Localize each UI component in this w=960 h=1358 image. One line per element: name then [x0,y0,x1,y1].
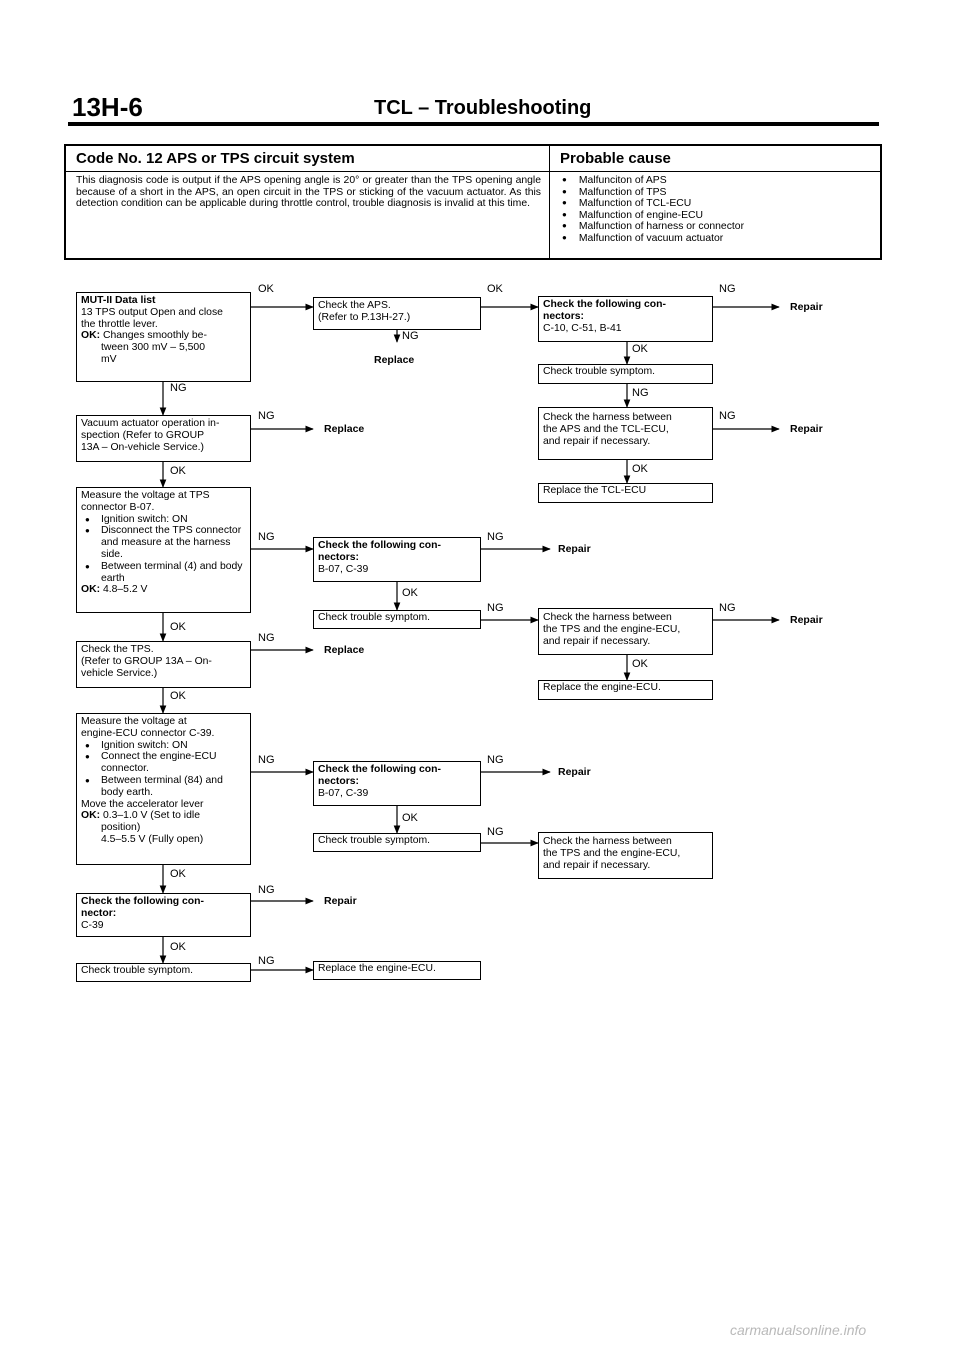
result-repair: Repair [324,895,357,907]
check-symptom-right-box [538,364,713,384]
watermark: carmanualsonline.info [730,1322,867,1338]
box-line: Replace the engine-ECU. [318,963,436,974]
box-line: Check the following con- [81,896,204,907]
branch-label-ng: NG [719,410,736,422]
box-line: Check trouble symptom. [318,835,431,846]
branch-label-ok: OK [170,690,186,702]
box-line: Check trouble symptom. [318,612,431,623]
branch-label-ok: OK [632,463,648,475]
box-line: Check the APS. [318,300,391,311]
box-line: Vacuum actuator operation in- [81,418,220,429]
box-line: Check the harness between [543,412,672,423]
replace-engine-ecu-mid-box [313,961,481,980]
replace-tcl-ecu-box [538,483,713,503]
box-line: mV [101,353,117,365]
box-line: Check the harness between [543,836,672,847]
box-line: the TPS and the engine-ECU, [543,623,681,635]
measure-tps-voltage-box [76,487,251,613]
cause-item: ● Malfunction of TPS [562,187,880,199]
result-repair: Repair [558,766,591,778]
branch-label-ng: NG [719,602,736,614]
branch-label-ng: NG [487,754,504,766]
branch-label-ng: NG [632,387,649,399]
box-line: the TPS and the engine-ECU, [543,847,681,859]
result-repair: Repair [558,543,591,555]
result-repair: Repair [790,423,823,435]
box-line: C-39 [81,919,104,931]
box-line: and repair if necessary. [543,435,651,447]
branch-label-ng: NG [258,632,275,644]
box-line: (Refer to P.13H-27.) [318,311,411,323]
box-line: (Refer to GROUP 13A – On- [81,655,212,667]
page-number: 13H-6 [72,92,143,122]
branch-label-ok: OK [402,812,418,824]
branch-label-ng: NG [258,955,275,967]
box-line: vehicle Service.) [81,667,158,679]
box-line: and repair if necessary. [543,635,651,647]
replace-engine-ecu-right-box [538,680,713,700]
branch-label-ok: OK [632,658,648,670]
check-connectors-b07-c39-box-2 [313,761,481,806]
branch-label-ok: OK [170,465,186,477]
box-line: and repair if necessary. [543,859,651,871]
box-line: nectors: [318,775,359,787]
branch-label-ng: NG [258,884,275,896]
box-line: B-07, C-39 [318,787,369,799]
branch-label-ok: OK [487,283,503,295]
check-connector-c39-box [76,893,251,937]
box-line: Check the following con- [318,540,441,551]
box-line: position) [101,822,141,834]
box-line: nectors: [318,551,359,563]
box-line: Check the harness between [543,612,672,623]
result-replace: Replace [374,354,415,366]
check-harness-tps-ecu-box-2 [538,832,713,879]
branch-label-ok: OK [258,283,274,295]
ok-criteria-label: OK: [81,584,101,596]
box-line: nector: [81,907,117,919]
box-line: connector B-07. [81,501,155,513]
result-replace: Replace [324,423,365,435]
branch-label-ok: OK [170,868,186,880]
code-description: This diagnosis code is output if the APS opening angle is 20° or greater than the TPS opening angle because of a short in the APS, an open circuit in the TPS or sticking of the vacuum actuator. As this detection condition can be applicable during throttle control, trouble diagnosis is invalid at this time. [76,175,541,210]
branch-label-ng: NG [487,826,504,838]
check-symptom-mid2-box [313,833,481,852]
box-line: the APS and the TCL-ECU, [543,423,669,435]
box-line: 4.5–5.5 V (Fully open) [101,833,204,845]
box-line: nectors: [543,310,584,322]
cause-item: ● Malfunction of TCL-ECU [562,198,880,210]
box-line: Check trouble symptom. [543,366,656,377]
branch-label-ng: NG [258,410,275,422]
check-connectors-c10-box [538,296,713,342]
check-harness-tps-ecu-box [538,608,713,655]
probable-cause-heading: Probable cause [550,146,880,172]
result-repair: Repair [790,301,823,313]
result-replace: Replace [324,644,365,656]
cause-item: ● Malfunction of harness or connector [562,221,880,233]
box-line: Measure the voltage at [81,716,187,727]
box-line: tween 300 mV – 5,500 [101,342,205,354]
box-line: 0.3–1.0 V (Set to idle [102,810,200,822]
branch-label-ng: NG [719,283,736,295]
check-aps-box [313,297,481,330]
bullet-item: ● Ignition switch: ON [81,740,246,752]
box-line: Replace the TCL-ECU [543,485,647,496]
box-line: 13A – On-vehicle Service.) [81,441,205,453]
box-line: Check trouble symptom. [81,965,194,976]
box-line: Check the following con- [318,764,441,775]
box-line: Check the TPS. [81,644,154,655]
box-line: Check the following con- [543,299,666,310]
box-line: 13 TPS output Open and close [81,306,223,318]
check-symptom-mid1-box [313,610,481,629]
branch-label-ok: OK [632,343,648,355]
vacuum-actuator-box [76,415,251,462]
mut-data-list-box [76,292,251,382]
box-line: C-10, C-51, B-41 [543,322,622,334]
branch-label-ng: NG [170,382,187,394]
measure-ecu-voltage-box [76,713,251,865]
cause-item: ● Malfunciton of APS [562,175,880,187]
box-line: the throttle lever. [81,318,158,330]
box-line: Replace the engine-ECU. [543,682,661,693]
branch-label-ng: NG [258,531,275,543]
box-line: Move the accelerator lever [81,798,204,810]
check-harness-aps-tcl-box [538,407,713,460]
branch-label-ok: OK [170,621,186,633]
cause-item: ● Malfunction of engine-ECU [562,210,880,222]
box-line: B-07, C-39 [318,563,369,575]
page-title: TCL – Troubleshooting [374,97,592,119]
bullet-item: ● Between terminal (84) and body earth. [81,775,246,799]
box-line: spection (Refer to GROUP [81,429,204,441]
box-line: Changes smoothly be- [102,330,207,342]
branch-label-ng: NG [402,330,419,342]
box-line: MUT-II Data list [81,295,156,306]
code-heading: Code No. 12 APS or TPS circuit system [66,146,549,172]
branch-label-ng: NG [487,602,504,614]
box-line: engine-ECU connector C-39. [81,727,215,739]
branch-label-ok: OK [170,941,186,953]
bullet-item: ● Between terminal (4) and body earth [81,561,246,585]
branch-label-ng: NG [487,531,504,543]
check-symptom-left-box [76,963,251,982]
box-line: 4.8–5.2 V [102,584,148,596]
check-tps-box [76,641,251,688]
result-repair: Repair [790,614,823,626]
cause-item: ● Malfunction of vacuum actuator [562,233,880,245]
bullet-item: ● Connect the engine-ECU connector. [81,751,246,775]
check-connectors-b07-c39-box [313,537,481,582]
ok-criteria-label: OK: [81,810,101,822]
bullet-item: ● Disconnect the TPS connector and measure at the harness side. [81,525,246,560]
branch-label-ng: NG [258,754,275,766]
box-line: Measure the voltage at TPS [81,490,210,501]
branch-label-ok: OK [402,587,418,599]
bullet-item: ● Ignition switch: ON [81,514,246,526]
ok-criteria-label: OK: [81,330,101,342]
